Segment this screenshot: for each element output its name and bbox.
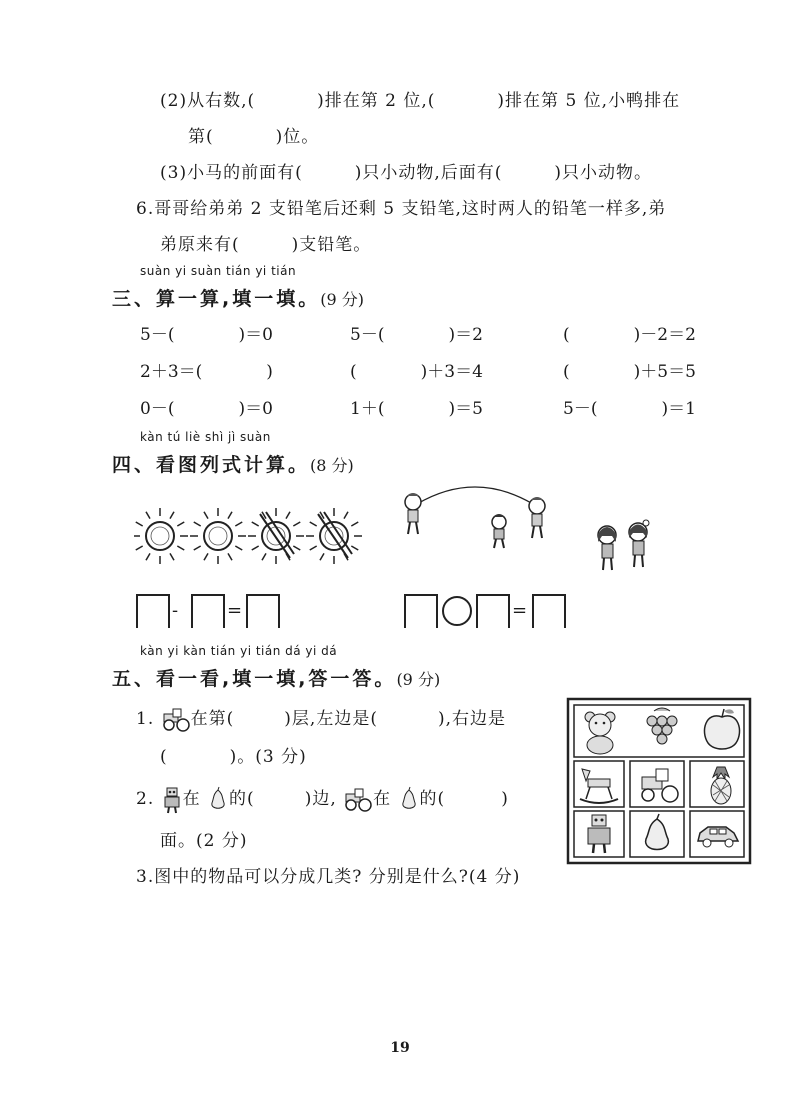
answer-boxes-left [136,594,286,628]
calc-r3c2: 1＋( )＝5 [350,399,483,419]
operator-sign: - [172,600,179,621]
answer-box[interactable] [476,594,510,628]
calc-r2c1: 2＋3＝( ) [140,362,273,382]
child-icon [529,497,545,538]
section3-title: 三、算一算,填一填。(9 分) [112,288,364,310]
answer-box[interactable] [532,594,566,628]
answer-box[interactable] [404,594,438,628]
pear-icon [207,786,229,814]
calc-r1c3: ( )－2＝2 [563,325,696,345]
pear-icon [398,786,420,814]
sun-icon [134,508,188,564]
suns-illustration [134,500,364,570]
section4-title: 四、看图列式计算。(8 分) [112,454,354,476]
tractor-icon [343,788,373,812]
girl-icon [629,520,649,567]
section5-title: 五、看一看,填一填,答一答。(9 分) [112,668,441,690]
section5-pinyin: kàn yi kàn tián yi tián dá yi dá [140,644,338,658]
equals-sign: = [512,600,528,621]
calc-r2c2: ( )＋3＝4 [350,362,483,382]
answer-box[interactable] [136,594,170,628]
q5-part2-line: (2)从右数,( )排在第 2 位,( )排在第 5 位,小鸭排在 [160,91,681,111]
child-icon [405,493,421,534]
sun-icon [306,508,362,564]
s5-q1-line1: 1. 在第( )层,左边是( ),右边是 [136,704,506,732]
sun-icon [190,508,246,564]
q5-part3-line: (3)小马的前面有( )只小动物,后面有( )只小动物。 [160,163,653,183]
toy-shelf-illustration [566,697,752,865]
q5-part2-line-cont: 第( )位。 [188,127,320,147]
s5-q2-line2: 面。(2 分) [160,831,248,851]
q6-line1: 6.哥哥给弟弟 2 支铅笔后还剩 5 支铅笔,这时两人的铅笔一样多,弟 [136,199,667,219]
girl-icon [598,526,616,570]
operator-circle[interactable] [442,596,472,626]
jump-rope-children-illustration [395,482,565,552]
calc-r3c3: 5－( )＝1 [563,399,696,419]
calc-r1c1: 5－( )＝0 [140,325,273,345]
two-girls-illustration [590,518,660,578]
robot-icon [161,786,183,814]
equals-sign: = [227,600,243,621]
calc-r1c2: 5－( )＝2 [350,325,483,345]
calc-r3c1: 0－( )＝0 [140,399,273,419]
page-number: 19 [390,1040,410,1056]
tractor-icon [161,708,191,732]
calc-r2c3: ( )＋5＝5 [563,362,696,382]
sun-icon [248,508,304,564]
answer-box[interactable] [246,594,280,628]
s5-q1-line2: ( )。(3 分) [160,747,307,767]
child-icon [492,514,506,548]
s5-q3: 3.图中的物品可以分成几类? 分别是什么?(4 分) [136,867,521,887]
s5-q2-line1: 2. 在 的( )边, 在 的( ) [136,784,509,814]
answer-boxes-right [404,594,574,628]
section3-pinyin: suàn yi suàn tián yi tián [140,264,297,278]
answer-box[interactable] [191,594,225,628]
q6-line2: 弟原来有( )支铅笔。 [160,235,372,255]
section4-pinyin: kàn tú liè shì jì suàn [140,430,271,444]
